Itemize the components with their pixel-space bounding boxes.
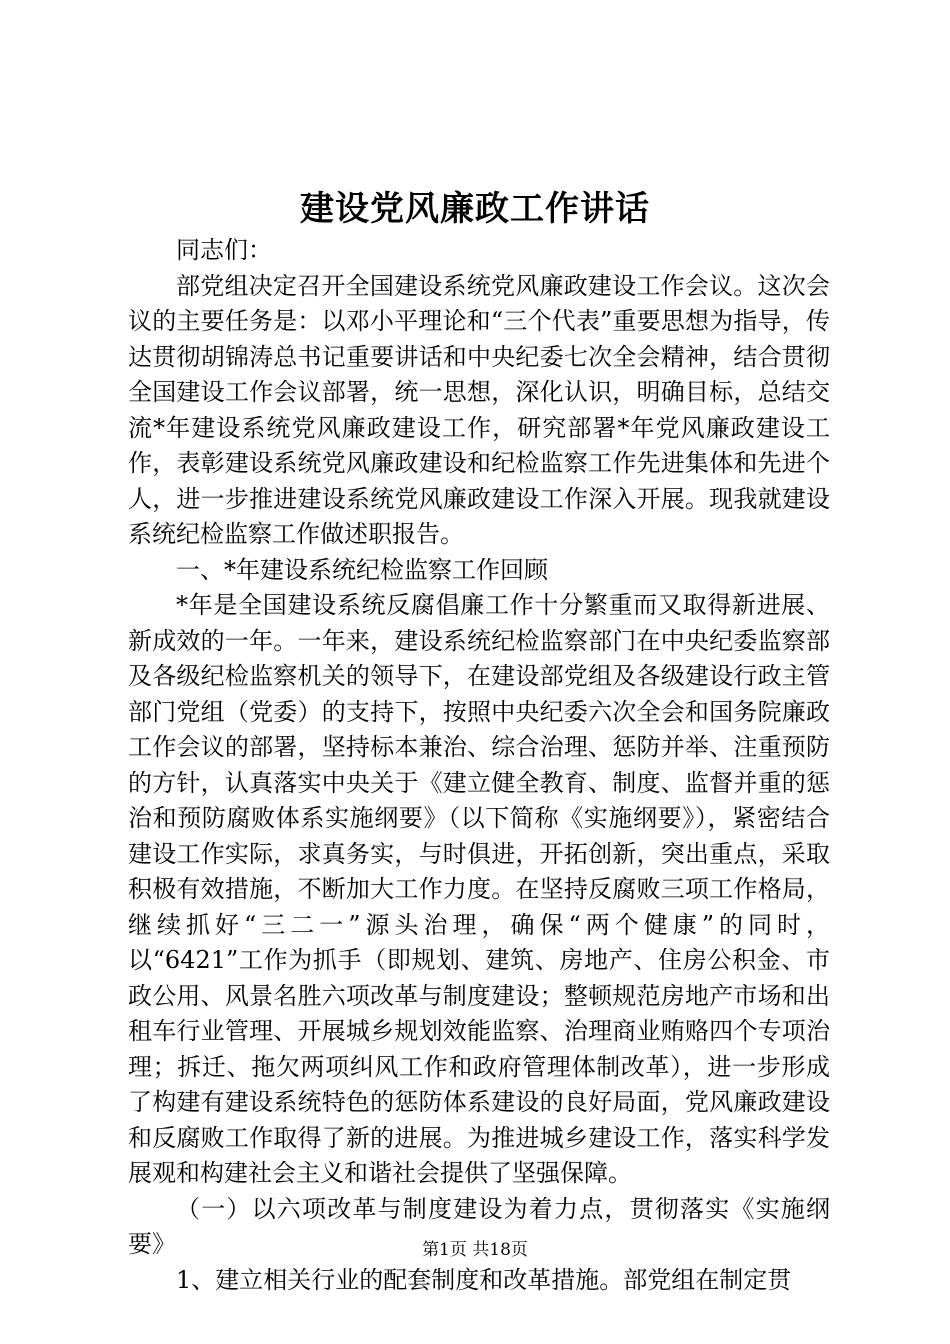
paragraph-item-1: 1、建立相关行业的配套制度和改革措施。部党组在制定贯 xyxy=(176,1265,792,1294)
paragraph-intro: 部党组决定召开全国建设系统党风廉政建设工作会议。这次会议的主要任务是：以邓小平理论和“三个代表”重要思想为指导，传达贯彻胡锦涛总书记重要讲话和中央纪委七次全会精神，结合贯彻全国建设工作会议部署，统一思想，深化认识，明确目标，总结交流*年建设系统党风廉政建设工作，研究部署*年党风廉政建设工作，表彰建设系统党风廉政建设和纪检监察工作先进集体和先进个人，进一步推进建设系统党风廉政建设工作深入开展。现我就建设系统纪检监察工作做述职报告。 xyxy=(128,271,830,548)
paragraph-review: *年是全国建设系统反腐倡廉工作十分繁重而又取得新进展、新成效的一年。一年来，建设系统纪检监察部门在中央纪委监察部及各级纪检监察机关的领导下，在建设部党组及各级建设行政主管部门党组（党委）的支持下，按照中央纪委六次全会和国务院廉政工作会议的部署，坚持标本兼治、综合治理、惩防并举、注重预防的方针，认真落实中央关于《建立健全教育、制度、监督并重的惩治和预防腐败体系实施纲要》（以下简称《实施纲要》），紧密结合建设工作实际，求真务实，与时俱进，开拓创新，突出重点，采取积极有效措施，不断加大工作力度。在坚持反腐败三项工作格局，继续抓好“三二一”源头治理，确保“两个健康”的同时，以“6421”工作为抓手（即规划、建筑、房地产、住房公积金、市政公用、风景名胜六项改革与制度建设；整顿规范房地产市场和出租车行业管理、开展城乡规划效能监察、治理商业贿赂四个专项治理；拆迁、拖欠两项纠风工作和政府管理体制改革），进一步形成了构建有建设系统特色的惩防体系建设的良好局面，党风廉政建设和反腐败工作取得了新的进展。为推进城乡建设工作，落实科学发展观和构建社会主义和谐社会提供了坚强保障。 xyxy=(128,591,830,1187)
document-body xyxy=(128,233,830,1298)
page-number-footer: 第1页 共18页 xyxy=(422,1240,528,1260)
document-title: 建设党风廉政工作讲话 xyxy=(300,189,650,229)
section-heading: 一、*年建设系统纪检监察工作回顾 xyxy=(176,555,548,584)
subsection-heading: （一）以六项改革与制度建设为着力点，贯彻落实《实施纲要》 xyxy=(128,1194,830,1258)
salutation: 同志们： xyxy=(176,236,272,264)
